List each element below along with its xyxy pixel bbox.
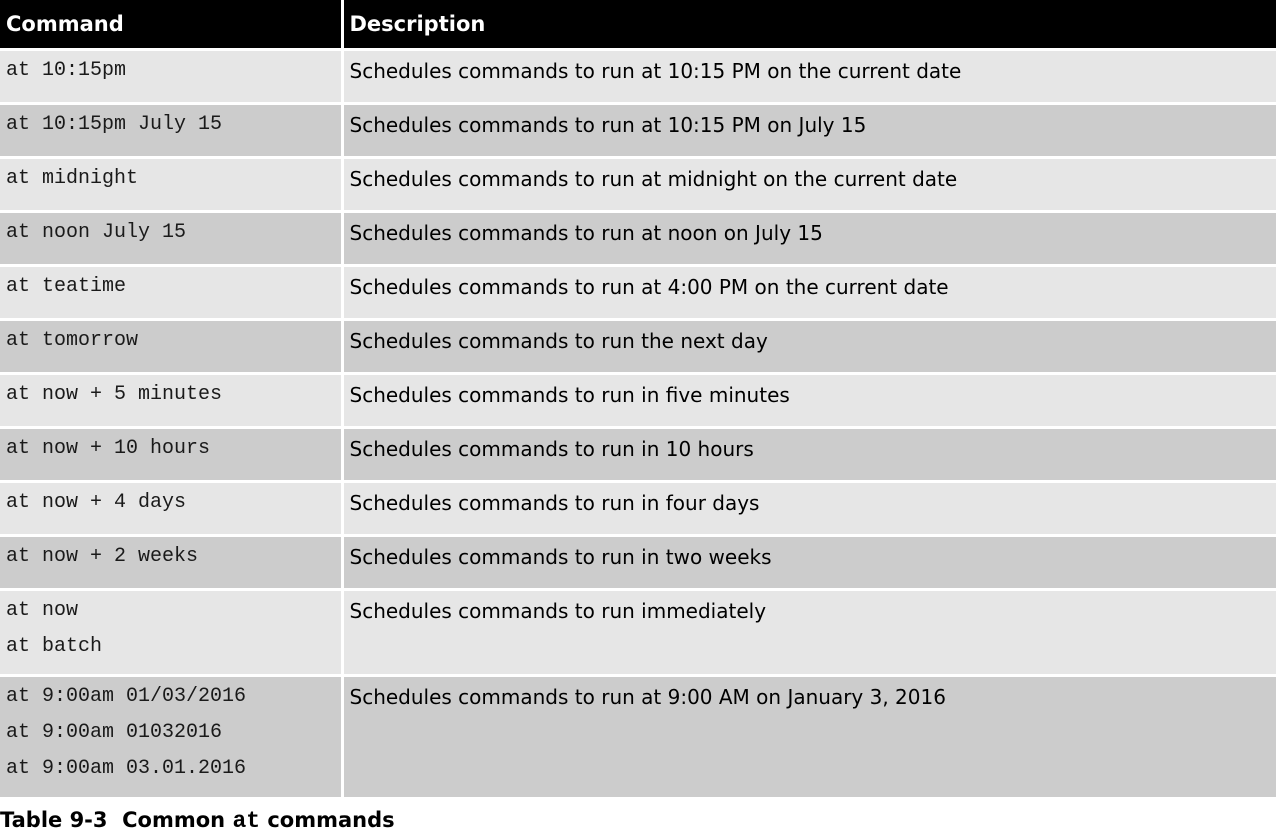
command-text: at tomorrow — [6, 329, 139, 352]
command-list — [6, 525, 341, 575]
description-text: Schedules commands to run at 9:00 AM on January 3, 2016 — [349, 685, 946, 709]
description-cell — [342, 266, 1276, 320]
description-text: Schedules commands to run in five minutes — [349, 383, 790, 407]
description-text: Schedules commands to run at 10:15 PM on the current date — [349, 59, 962, 83]
description-text: Schedules commands to run at 4:00 PM on the current date — [349, 275, 949, 299]
caption-code: at — [232, 808, 261, 834]
command-list — [6, 201, 341, 251]
description-text: Schedules commands to run the next day — [349, 329, 768, 353]
command-text: at 10:15pm — [6, 59, 127, 82]
command-text: at now + 5 minutes — [6, 383, 223, 406]
command-list — [6, 93, 341, 143]
caption-text-before: Common — [122, 808, 226, 832]
header-command: Command — [0, 0, 342, 50]
command-list — [6, 471, 341, 521]
description-text: Schedules commands to run at 10:15 PM on July 15 — [349, 113, 867, 137]
command-text: at 10:15pm July 15 — [6, 113, 223, 136]
table-row — [0, 590, 1276, 676]
command-text: at batch — [6, 635, 103, 658]
table-row — [0, 676, 1276, 798]
command-text: at teatime — [6, 275, 127, 298]
command-list — [6, 147, 341, 197]
command-text: at now + 10 hours — [6, 437, 211, 460]
command-list — [6, 309, 341, 359]
command-list — [6, 39, 341, 89]
command-text: at now + 2 weeks — [6, 545, 199, 568]
command-cell — [0, 590, 342, 676]
command-list — [6, 255, 341, 305]
description-text: Schedules commands to run in two weeks — [349, 545, 772, 569]
command-text: at 9:00am 03.01.2016 — [6, 757, 247, 780]
description-cell — [342, 676, 1276, 798]
description-text: Schedules commands to run at noon on July 15 — [349, 221, 823, 245]
caption-text-after: commands — [267, 808, 395, 832]
command-list — [6, 579, 341, 665]
command-text: at 9:00am 01/03/2016 — [6, 685, 247, 708]
command-list — [6, 417, 341, 467]
command-list — [6, 665, 341, 787]
caption-label: Table 9-3 — [0, 808, 108, 832]
description-cell — [342, 50, 1276, 104]
description-cell — [342, 104, 1276, 158]
description-text: Schedules commands to run in four days — [349, 491, 760, 515]
header-description: Description — [342, 0, 1276, 50]
description-text: Schedules commands to run in 10 hours — [349, 437, 754, 461]
table-caption — [0, 808, 395, 834]
description-cell — [342, 590, 1276, 676]
description-cell — [342, 158, 1276, 212]
command-list — [6, 363, 341, 413]
description-cell — [342, 536, 1276, 590]
command-text: at now — [6, 599, 79, 622]
command-cell — [0, 676, 342, 798]
command-text: at 9:00am 01032016 — [6, 721, 223, 744]
description-cell — [342, 482, 1276, 536]
description-text: Schedules commands to run immediately — [349, 599, 767, 623]
description-cell — [342, 428, 1276, 482]
description-cell — [342, 320, 1276, 374]
table-body — [0, 50, 1276, 798]
command-text: at noon July 15 — [6, 221, 187, 244]
description-cell — [342, 374, 1276, 428]
description-cell — [342, 212, 1276, 266]
command-text: at now + 4 days — [6, 491, 187, 514]
command-text: at midnight — [6, 167, 139, 190]
description-text: Schedules commands to run at midnight on the current date — [349, 167, 958, 191]
